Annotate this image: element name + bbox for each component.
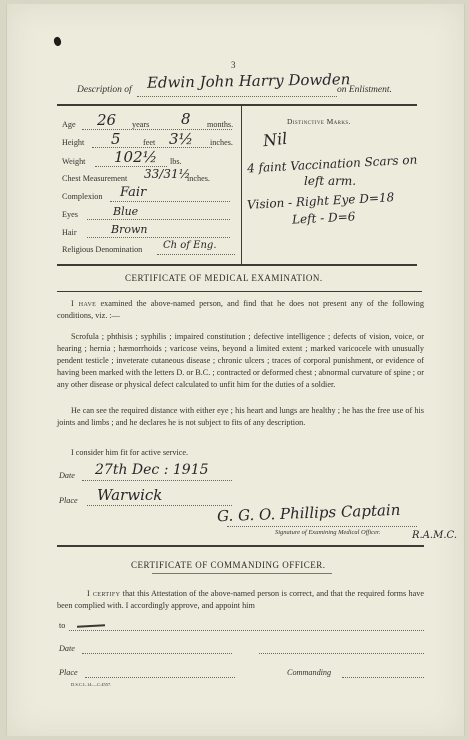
commanding-p1-lead: I certify xyxy=(87,589,121,598)
commanding-place-line xyxy=(85,677,235,678)
hair-value: Brown xyxy=(111,223,148,236)
commanding-heading-rule xyxy=(152,573,332,574)
age-label: Age xyxy=(62,120,76,129)
commanding-date-line-right xyxy=(259,653,424,654)
marks-line-5: Left - D=6 xyxy=(291,209,356,227)
marks-line-1: Nil xyxy=(262,128,289,151)
medical-officer-signature: G. G. O. Phillips Captain xyxy=(216,500,401,526)
age-years-value: 26 xyxy=(97,111,117,129)
chest-inches-label: inches. xyxy=(187,174,210,183)
complexion-label: Complexion xyxy=(62,192,103,201)
feet-label: feet xyxy=(143,138,156,147)
hair-label: Hair xyxy=(62,228,77,237)
eyes-label: Eyes xyxy=(62,210,78,219)
on-enlistment-label: on Enlistment. xyxy=(337,85,392,95)
section-divider xyxy=(57,545,424,547)
weight-value: 102½ xyxy=(114,148,158,166)
chest-value: 33/31½ xyxy=(144,167,191,181)
enlistee-name: Edwin John Harry Dowden xyxy=(146,70,351,92)
religion-label: Religious Denomination xyxy=(62,245,143,254)
weight-label: Weight xyxy=(62,157,86,166)
signature-caption: Signature of Examining Medical Officer. xyxy=(275,529,381,536)
description-label: Description of xyxy=(77,85,132,95)
commanding-date-line xyxy=(82,653,232,654)
commanding-label: Commanding xyxy=(287,668,332,677)
commanding-date-label: Date xyxy=(59,644,75,653)
eyes-value: Blue xyxy=(113,205,139,218)
height-inches-value: 3½ xyxy=(169,130,194,148)
medical-date-line xyxy=(82,480,232,481)
height-feet-value: 5 xyxy=(111,130,121,148)
inches-label: inches. xyxy=(210,138,233,147)
age-line xyxy=(82,129,232,130)
marks-line-2: 4 faint Vaccination Scars on xyxy=(246,152,418,176)
medical-p1-text: examined the above-named person, and find that he does not present any of the following conditions, viz. :— xyxy=(57,299,424,320)
box-top-rule xyxy=(57,104,417,106)
commanding-paragraph xyxy=(57,588,424,612)
religion-line xyxy=(157,254,235,255)
page-number: 3 xyxy=(231,60,236,70)
to-label: to xyxy=(59,621,66,630)
medical-paragraph-2: Scrofula ; phthisis ; syphilis ; impaired constitution ; defective intelligence ; defects of vision, voice, or hearing ; hernia ; hæmorrhoids ; varicose veins, beyond a limited extent ; marked varicocele with unusually pendent testicle ; inveterate cutaneous disease ; chronic ulcers ; traces of corporal punishment, or evidence of having been marked with the letters D. or B.C. ; contracted or deformed chest ; abnormal curvature of spine ; or any other disease or physical defect calculated to unfit him for the duties of a soldier. xyxy=(57,332,424,389)
medical-paragraph-1 xyxy=(57,298,424,322)
medical-paragraph-3: He can see the required distance with either eye ; his heart and lungs are healthy ; he has the free use of his joints and limbs ; and he declares he is not subject to fits of any description. xyxy=(57,406,424,427)
medical-heading-rule xyxy=(57,291,422,292)
to-line xyxy=(69,630,424,631)
box-bottom-rule xyxy=(57,264,417,266)
religion-value: Ch of Eng. xyxy=(163,240,217,251)
height-label: Height xyxy=(62,138,85,147)
lbs-label: lbs. xyxy=(170,157,182,166)
complexion-value: Fair xyxy=(120,185,147,200)
attestation-page xyxy=(6,4,465,736)
footer-code: D.S.C.L.14.—C.4557. xyxy=(71,682,112,687)
chest-label: Chest Measurement xyxy=(62,174,128,183)
medical-date-label: Date xyxy=(59,471,75,480)
signature-suffix: R.A.M.C. xyxy=(412,530,457,541)
commanding-line xyxy=(342,677,424,678)
commanding-heading: CERTIFICATE OF COMMANDING OFFICER. xyxy=(131,560,326,570)
medical-place-label: Place xyxy=(59,496,78,505)
complexion-line xyxy=(110,201,230,202)
medical-paragraph-4: I consider him fit for active service. xyxy=(71,448,189,457)
binder-hole-mark xyxy=(53,36,63,47)
medical-place-value: Warwick xyxy=(97,486,163,504)
eyes-line xyxy=(87,219,230,220)
age-months-value: 8 xyxy=(181,110,191,128)
marks-line-4: Vision - Right Eye D=18 xyxy=(246,190,395,212)
box-divider xyxy=(241,104,242,264)
signature-line xyxy=(227,526,417,527)
commanding-place-label: Place xyxy=(59,668,78,677)
marks-line-3: left arm. xyxy=(304,174,357,188)
hair-line xyxy=(87,237,230,238)
distinctive-marks-label: Distinctive Marks. xyxy=(287,117,351,126)
years-label: years xyxy=(132,120,150,129)
medical-place-line xyxy=(87,505,232,506)
months-label: months. xyxy=(207,120,234,129)
to-pen-mark xyxy=(77,624,105,627)
commanding-p1-text: that this Attestation of the above-named person is correct, and that the required forms have been complied with. I accordingly approve, and appoint him xyxy=(57,589,425,610)
description-dotted-line xyxy=(137,96,337,97)
medical-p1-lead: I have xyxy=(71,299,97,308)
medical-date-value: 27th Dec : 1915 xyxy=(95,462,209,478)
medical-heading: CERTIFICATE OF MEDICAL EXAMINATION. xyxy=(125,273,323,283)
